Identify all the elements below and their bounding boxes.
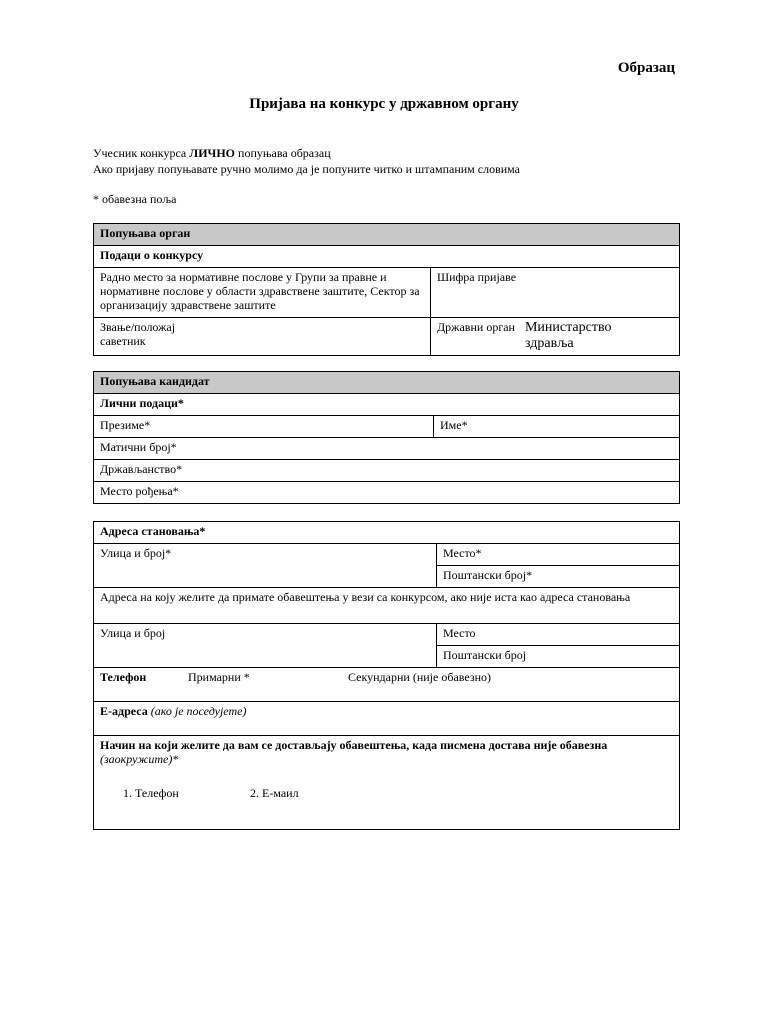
intro-prefix: Учесник конкурса — [93, 146, 190, 160]
personal-data-header: Лични подаци* — [94, 394, 680, 416]
surname-label: Презиме* — [100, 418, 151, 432]
notice-address-text: Адреса на коју желите да примате обавештења у вези са конкурсом, ако није иста као адреса становања — [94, 588, 680, 624]
position-description: Радно место за нормативне послове у Групи за правне и нормативне послове у области здравствене заштите, Сектор за организацију здравствене заштите — [94, 268, 431, 318]
postal-label: Поштански број* — [443, 568, 533, 582]
delivery-method-note: (заокружите)* — [100, 752, 179, 766]
competition-data-header: Подаци о конкурсу — [94, 246, 680, 268]
state-body-value: Министарство здравља — [524, 320, 612, 351]
rank-value: саветник — [100, 334, 146, 348]
city2-label: Место — [443, 626, 476, 640]
application-code-field[interactable] — [431, 268, 680, 318]
birthplace-label: Место рођења* — [100, 484, 179, 498]
intro-suffix: попуњава образац — [235, 146, 331, 160]
street2-field[interactable] — [94, 624, 437, 668]
phone-row[interactable] — [94, 668, 680, 702]
street-label: Улица и број* — [100, 546, 172, 560]
postal-field[interactable] — [437, 566, 680, 588]
email-note: (ако је поседујете) — [150, 704, 247, 718]
state-body-label: Државни орган — [437, 320, 515, 334]
organ-section-table — [93, 223, 680, 356]
id-number-label: Матични број* — [100, 440, 177, 454]
id-number-field[interactable] — [94, 438, 680, 460]
city-label: Место* — [443, 546, 482, 560]
postal2-label: Поштански број — [443, 648, 527, 662]
form-label: Образац — [617, 60, 675, 76]
phone-label: Телефон — [100, 670, 147, 684]
intro-text — [93, 145, 520, 177]
phone-primary-label: Примарни * — [188, 670, 250, 684]
state-body-cell — [431, 318, 680, 356]
address-section-table — [93, 521, 680, 830]
city-field[interactable] — [437, 544, 680, 566]
rank-label: Звање/положај — [100, 320, 176, 334]
email-field[interactable] — [94, 702, 680, 736]
delivery-option-phone[interactable]: 1. Телефон — [123, 786, 179, 800]
intro-line-2: Ако пријаву попуњавате ручно молимо да је попуните читко и штампаним словима — [93, 162, 520, 176]
delivery-option-email[interactable]: 2. Е-маил — [250, 786, 299, 800]
application-code-label: Шифра пријаве — [437, 270, 517, 284]
delivery-method-cell — [94, 736, 680, 830]
citizenship-label: Држављанство* — [100, 462, 183, 476]
organ-section-header: Попуњава орган — [94, 224, 680, 246]
email-label: Е-адреса — [100, 704, 148, 718]
name-field[interactable] — [434, 416, 680, 438]
candidate-section-table — [93, 371, 680, 504]
street2-label: Улица и број — [100, 626, 166, 640]
delivery-method-text: Начин на који желите да вам се достављају обавештења, када писмена достава није обавезна — [100, 738, 608, 752]
name-label: Име* — [440, 418, 468, 432]
rank-cell — [94, 318, 431, 356]
city2-field[interactable] — [437, 624, 680, 646]
required-note: * обавезна поља — [93, 192, 177, 206]
page-title: Пријава на конкурс у државном органу — [249, 96, 519, 112]
citizenship-field[interactable] — [94, 460, 680, 482]
street-field[interactable] — [94, 544, 437, 588]
candidate-section-header: Попуњава кандидат — [94, 372, 680, 394]
intro-emphasis: ЛИЧНО — [189, 146, 236, 160]
postal2-field[interactable] — [437, 646, 680, 668]
phone-secondary-label: Секундарни (није обавезно) — [348, 670, 491, 684]
surname-field[interactable] — [94, 416, 434, 438]
birthplace-field[interactable] — [94, 482, 680, 504]
intro-line-1 — [93, 145, 520, 161]
address-header: Адреса становања* — [94, 522, 680, 544]
